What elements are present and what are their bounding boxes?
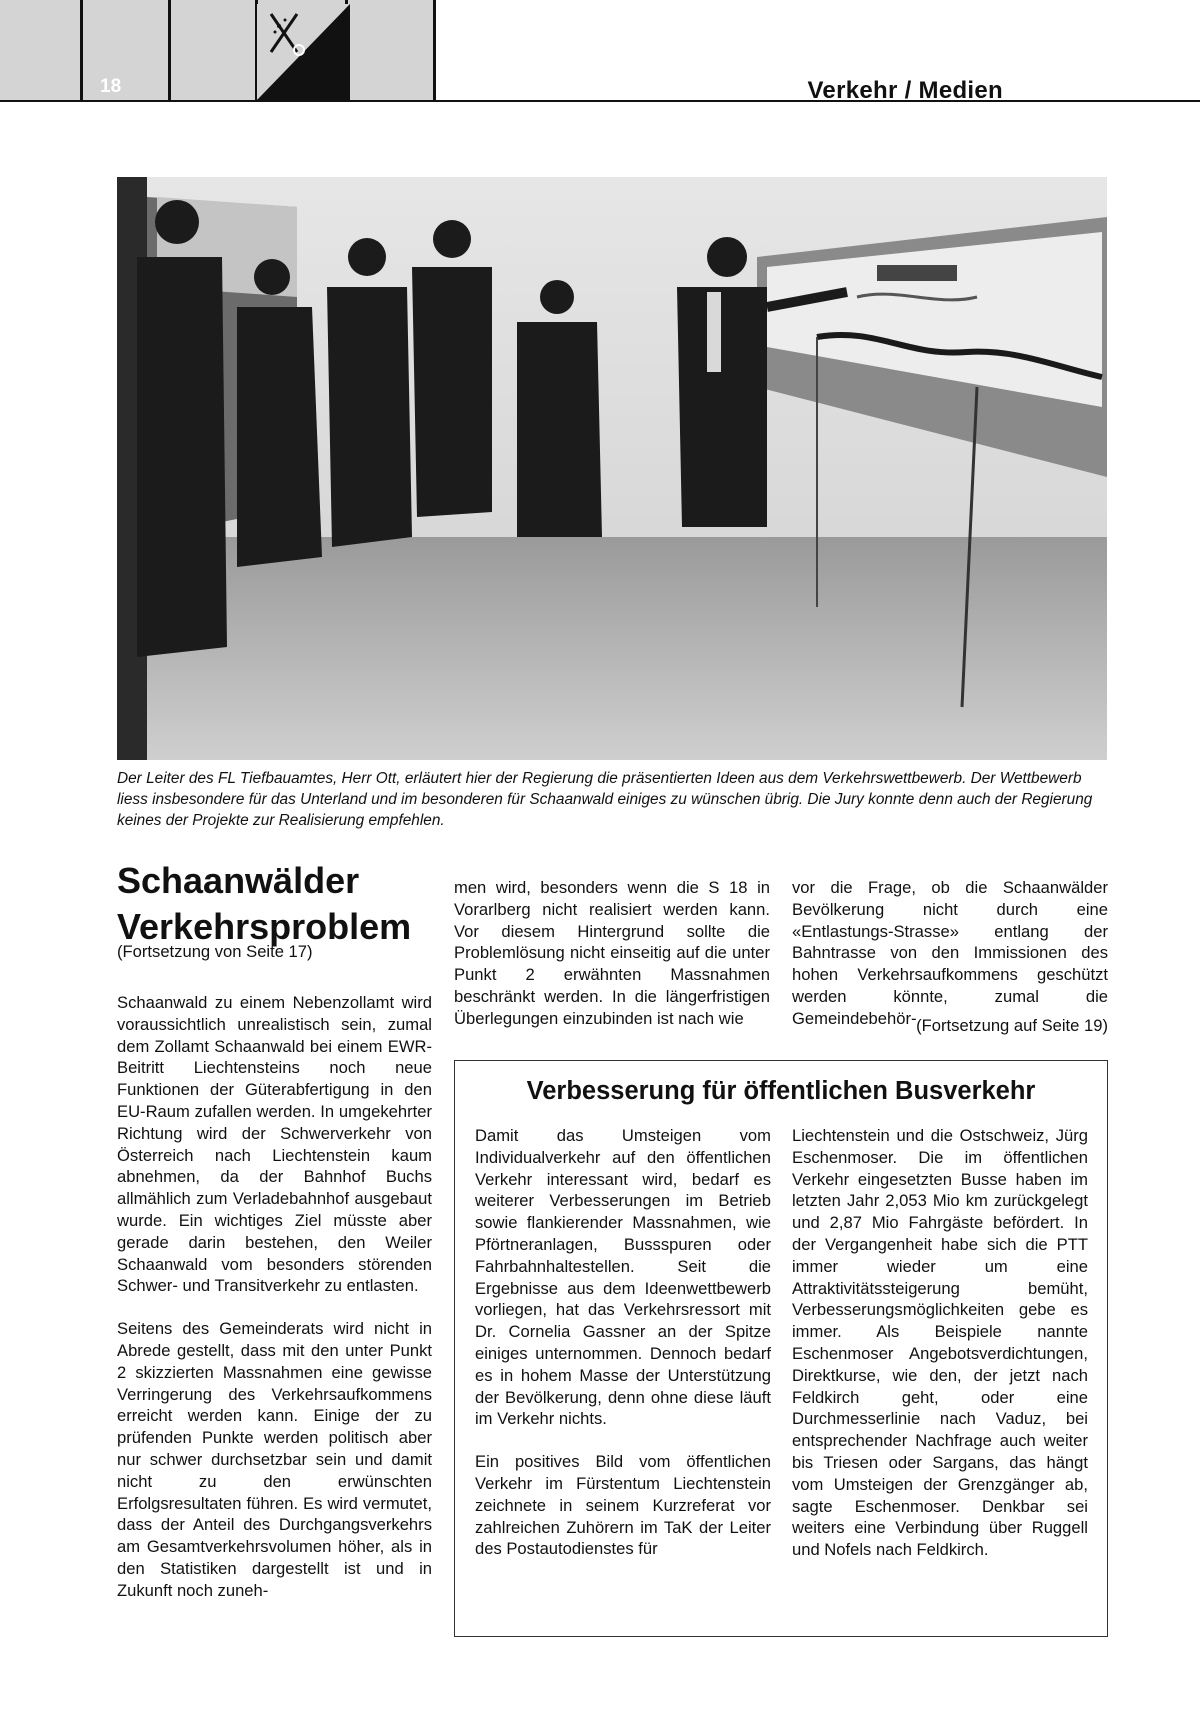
section-title: Verkehr / Medien bbox=[807, 77, 1003, 104]
box-column-2 bbox=[792, 1125, 1088, 1561]
article-paragraph: Seitens des Gemeinderats wird nicht in Abrede gestellt, dass mit den unter Punkt 2 skizzierten Massnahmen eine gewisse Verringerung des Verkehrsaufkommens erreicht werden kann. Einige der zu prüfenden Punkte werden politisch aber nur schwer durchsetzbar sein und damit nicht zu den erwünschten Erfolgsresultaten führen. Es wird vermutet, dass der Anteil des Durchgangsverkehrs am Gesamtverkehrsvolumen höher, als in den Statistiken dargestellt ist und in Zukunft noch zuneh- bbox=[117, 1319, 432, 1600]
article-photo bbox=[117, 177, 1107, 760]
article-column-2 bbox=[454, 877, 770, 1030]
article-paragraph: Schaanwald zu einem Nebenzollamt wird voraussichtlich unrealistisch sein, zumal dem Zollamt Schaanwald bei einem EWR-Beitritt Liechtensteins noch neue Funktionen der Güterabfertigung in den EU-Raum zufallen werden. In umgekehrter Richtung wird der Schwerverkehr von Österreich nach Liechtenstein kaum abnehmen, da der Bahnhof Buchs allmählich zum Verladebahnhof ausgebaut wurde. Ein wichtiges Ziel müsste aber gerade darin bestehen, den Weiler Schaanwald vom besonders störenden Schwer- und Transitverkehr zu entlasten. bbox=[117, 993, 432, 1296]
article-paragraph: Ein positives Bild vom öffentlichen Verkehr im Fürstentum Liechtenstein zeichnete in seinem Kurzreferat vor zahlreichen Zuhörern im TaK der Leiter des Postautodienstes für bbox=[475, 1452, 771, 1559]
article-column-1 bbox=[117, 992, 432, 1602]
article-paragraph: Damit das Umsteigen vom Individualverkehr auf den öffentlichen Verkehr interessant wird, bedarf es weiterer Verbesserungen im Betrieb sowie flankierender Massnahmen, wie Pförtneranlagen, Bussspuren oder Fahrbahnhaltestellen. Seit die Ergebnisse aus dem Ideenwettbewerb vorliegen, hat das Verkehrsressort mit Dr. Cornelia Gassner an der Spitze einiges unternommen. Dennoch bedarf es in hohem Masse der Unterstützung der Bevölkerung, denn ohne diese läuft im Verkehr nichts. bbox=[475, 1126, 771, 1429]
header-divider bbox=[433, 0, 436, 102]
page-number: 18 bbox=[100, 76, 122, 97]
transport-emblem-icon bbox=[257, 4, 350, 100]
box-title: Verbesserung für öffentlichen Busverkehr bbox=[526, 1077, 1036, 1105]
article-paragraph: vor die Frage, ob die Schaanwälder Bevölkerung nicht durch eine «Entlastungs-Strasse» entlang der Bahntrasse von den Immissionen des hohen Verkehrsaufkommens geschützt werden könnte, zumal die Gemeindebehör- bbox=[792, 878, 1108, 1028]
article-paragraph: men wird, besonders wenn die S 18 in Vorarlberg nicht realisiert werden kann. Vor diesem Hintergrund sollte die Problemlösung nicht einseitig auf die unter Punkt 2 erwähnten Massnahmen beschränkt werden. In die längerfristigen Überlegungen einzubinden ist nach wie bbox=[454, 878, 770, 1028]
continued-from-note: (Fortsetzung von Seite 17) bbox=[117, 942, 313, 961]
continued-to-note: (Fortsetzung auf Seite 19) bbox=[916, 1016, 1108, 1035]
article-headline: Schaanwälder Verkehrsproblem bbox=[117, 860, 412, 947]
photo-caption: Der Leiter des FL Tiefbauamtes, Herr Ott, erläutert hier der Regierung die präsentierten Ideen aus dem Verkehrswettbewerb. Der Wettbewerb liess insbesondere für das Unterland und im besonderen für Schaanwald einiges zu wünschen übrig. Die Jury konnte denn auch der Regierung keines der Projekte zur Realisierung empfehlen. bbox=[117, 770, 1093, 829]
header-divider bbox=[168, 0, 171, 102]
header-divider bbox=[80, 0, 83, 102]
box-column-1 bbox=[475, 1125, 771, 1560]
header-band bbox=[0, 0, 435, 102]
header-rule bbox=[0, 100, 1200, 102]
article-column-3 bbox=[792, 877, 1108, 1030]
article-paragraph: Liechtenstein und die Ostschweiz, Jürg Eschenmoser. Die im öffentlichen Verkehr eingesetzten Busse haben im letzten Jahr 2,053 Mio km zurückgelegt und 2,87 Mio Fahrgäste befördert. In der Vergangenheit habe sich die PTT immer wieder um eine Attraktivitätssteigerung bemüht, Verbesserungsmöglichkeiten gebe es immer. Als Beispiele nannte Eschenmoser Angebotsverdichtungen, Direktkurse, wie den, der jetzt nach Feldkirch geht, oder eine Durchmesserlinie nach Vaduz, bei entsprechender Nachfrage auch weiter bis Triesen oder Sargans, das hängt vom Umsteigen der Grenzgänger ab, sagte Eschenmoser. Denkbar sei weiters eine Verbindung über Ruggell und Nofels nach Feldkirch. bbox=[792, 1126, 1088, 1560]
sidebar-article-box bbox=[454, 1060, 1108, 1637]
